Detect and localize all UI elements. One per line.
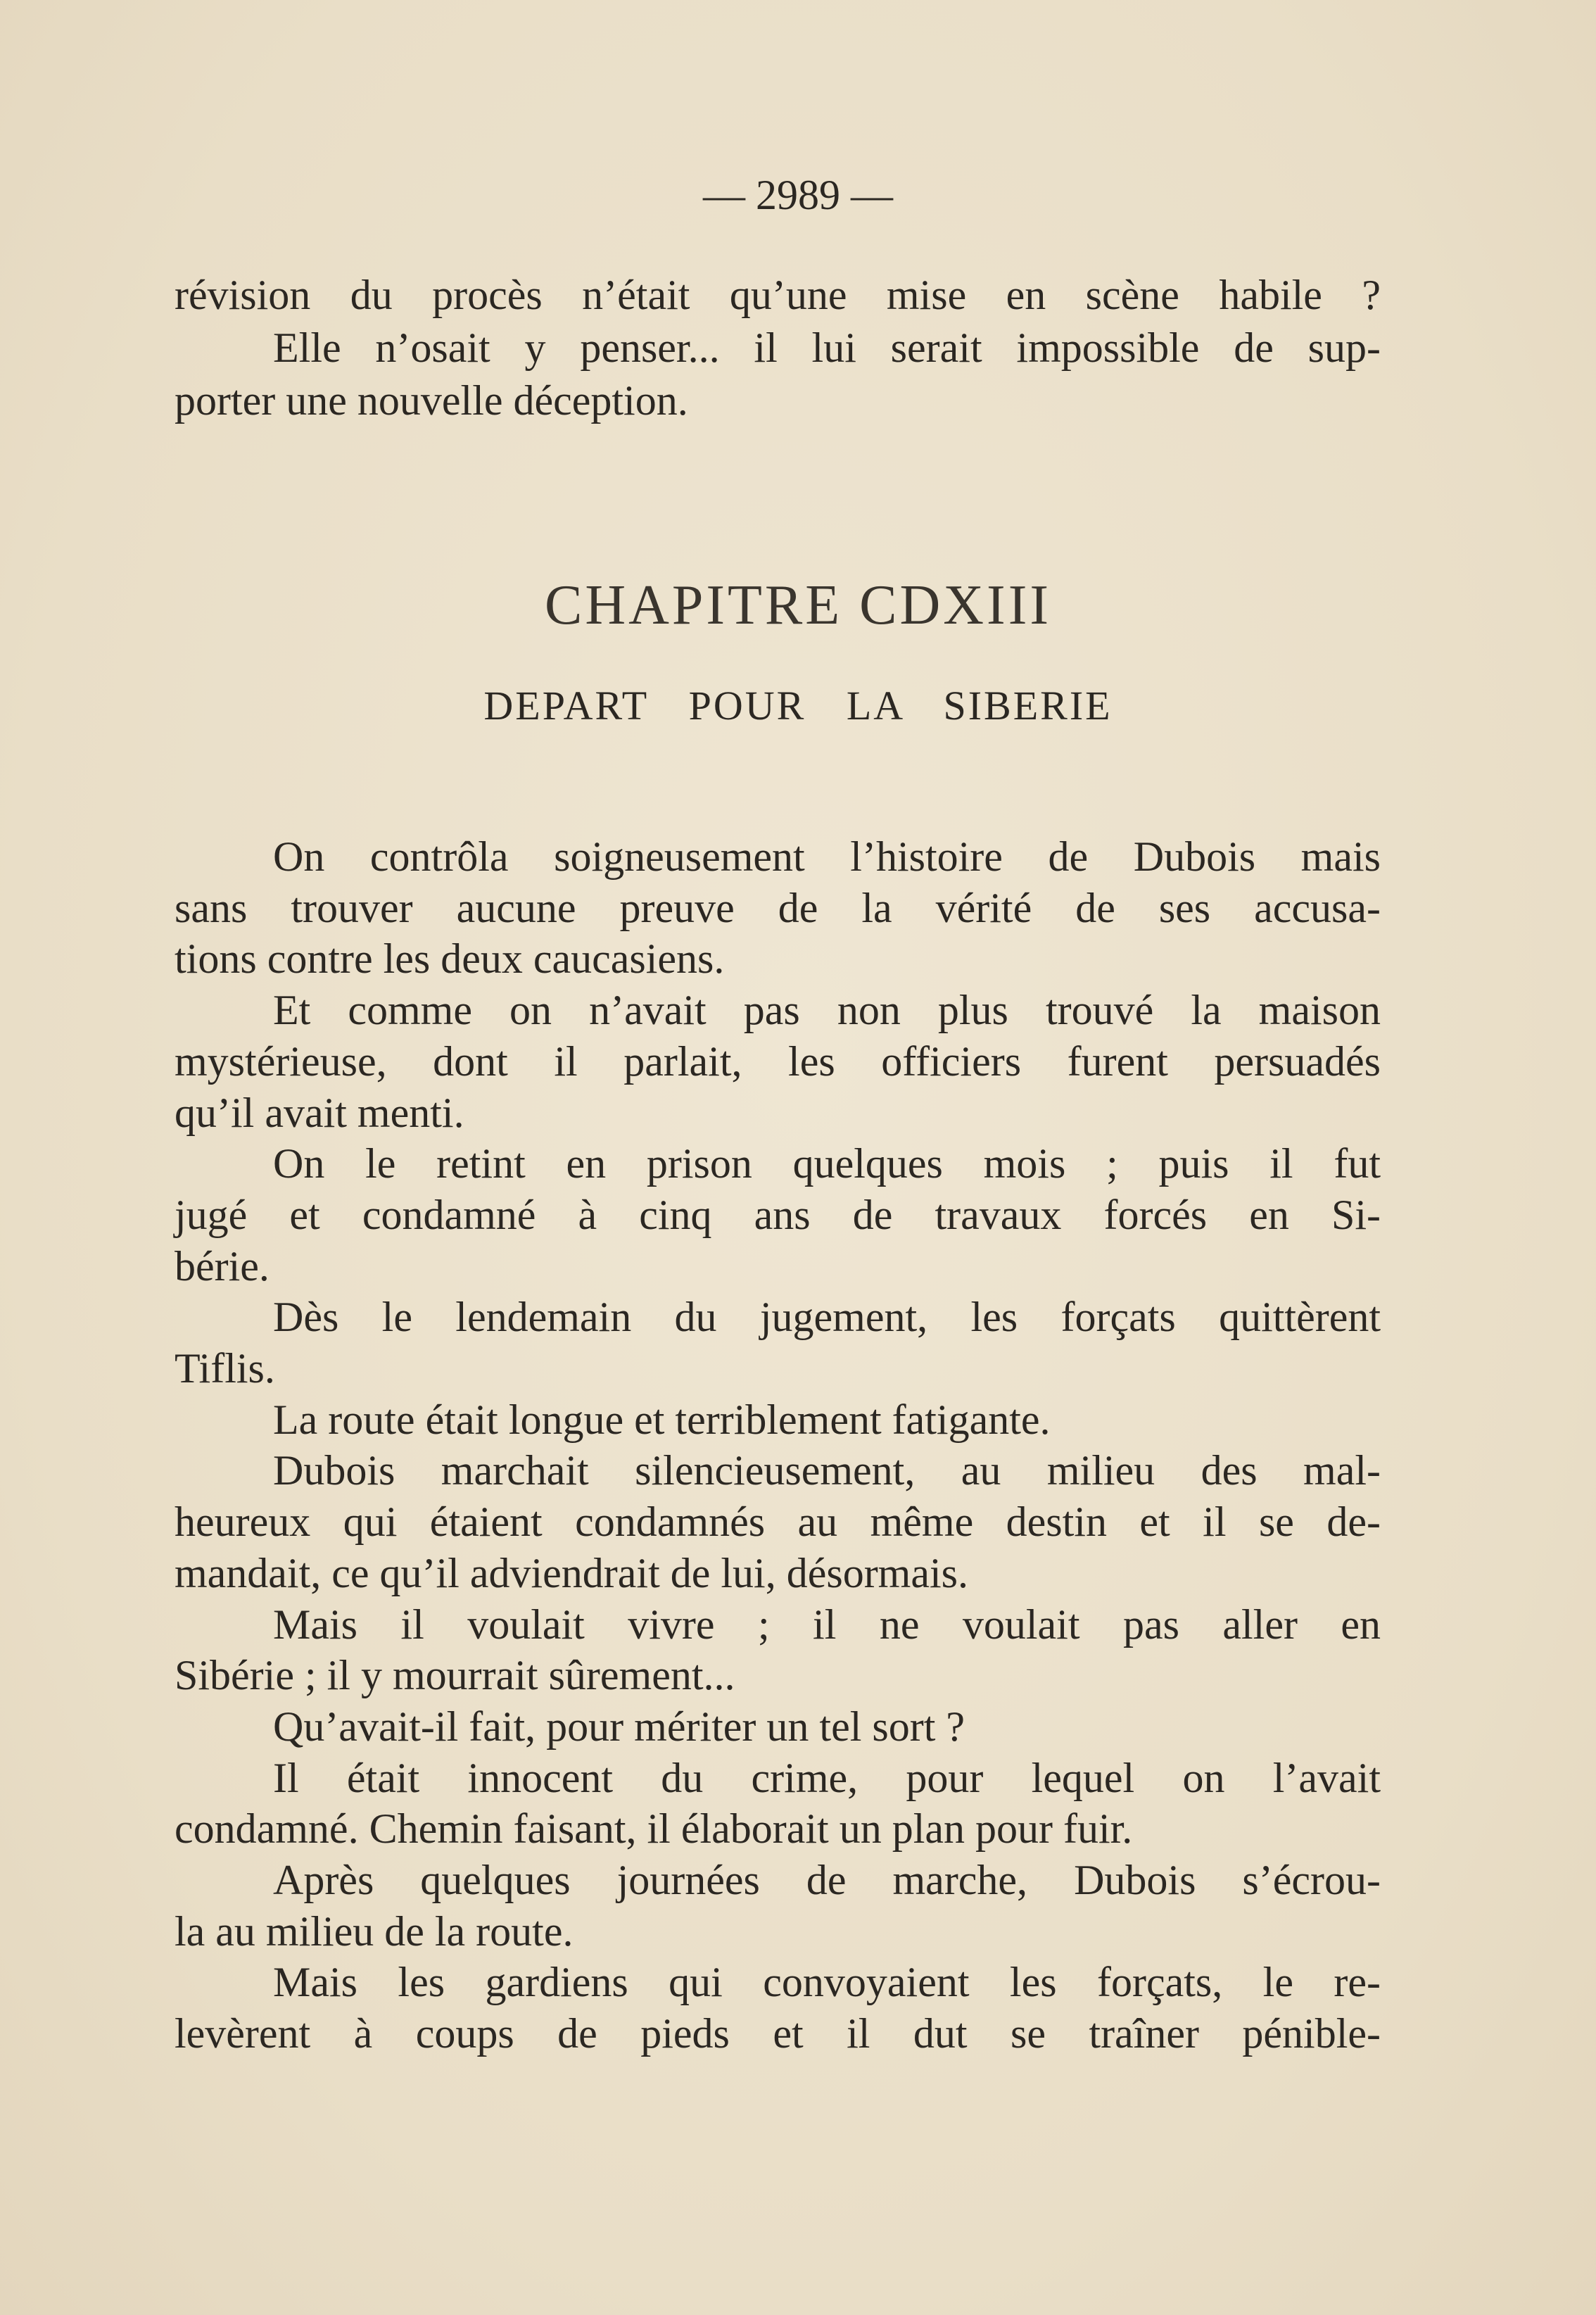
paragraph <box>175 1445 1381 1598</box>
text-line: la au milieu de la route. <box>175 1907 574 1955</box>
text-line: Mais il voulait vivre ; il ne voulait pas aller en <box>273 1601 1381 1648</box>
paragraph <box>175 1753 1381 1855</box>
text-line: Elle n’osait y penser... il lui serait impossible de sup- <box>273 324 1381 371</box>
paragraph <box>175 1957 1381 2059</box>
text-line: révision du procès n’était qu’une mise en scène habile ? <box>175 272 1381 318</box>
text-line: bérie. <box>175 1242 270 1289</box>
text-line: La route était longue et terriblement fatigante. <box>273 1396 1051 1443</box>
paragraph <box>175 1599 1381 1701</box>
text-line: sans trouver aucune preuve de la vérité de ses accusa- <box>175 884 1381 931</box>
text-line: On le retint en prison quelques mois ; puis il fut <box>273 1140 1381 1187</box>
text-line: Il était innocent du crime, pour lequel on l’avait <box>273 1754 1381 1801</box>
text-line: heureux qui étaient condamnés au même destin et il se de- <box>175 1499 1381 1546</box>
chapter-body <box>175 831 1381 2059</box>
text-line: Tiflis. <box>175 1345 275 1392</box>
text-line: Sibérie ; il y mourrait sûrement... <box>175 1652 735 1699</box>
text-line: mystérieuse, dont il parlait, les officiers furent persuadés <box>175 1037 1381 1085</box>
text-line: Après quelques journées de marche, Dubois s’écrou- <box>273 1857 1381 1904</box>
paragraph <box>175 1394 1381 1446</box>
text-line: Mais les gardiens qui convoyaient les forçats, le re- <box>273 1959 1381 2006</box>
text-line: Dès le lendemain du jugement, les forçats quittèrent <box>273 1294 1381 1341</box>
text-line: Et comme on n’avait pas non plus trouvé la maison <box>273 987 1381 1034</box>
text-line: mandait, ce qu’il adviendrait de lui, désormais. <box>175 1549 968 1596</box>
chapter-subtitle: DEPART POUR LA SIBERIE <box>483 683 1113 728</box>
paragraph <box>175 1855 1381 1957</box>
text-line: porter une nouvelle déception. <box>175 377 688 424</box>
text-line: tions contre les deux caucasiens. <box>175 935 725 983</box>
paragraph <box>175 985 1381 1138</box>
paragraph <box>175 322 1381 427</box>
text-line: condamné. Chemin faisant, il élaborait un plan pour fuir. <box>175 1805 1133 1853</box>
paragraph <box>175 269 1381 322</box>
continued-text <box>175 269 1381 427</box>
paragraph <box>175 1292 1381 1394</box>
paragraph <box>175 1138 1381 1292</box>
chapter-title: CHAPITRE CDXIII <box>545 574 1051 636</box>
text-line: jugé et condamné à cinq ans de travaux forcés en Si- <box>175 1191 1381 1238</box>
text-line: Qu’avait-il fait, pour mériter un tel sort ? <box>273 1703 965 1750</box>
text-line: qu’il avait menti. <box>175 1089 464 1136</box>
text-line: levèrent à coups de pieds et il dut se traîner pénible- <box>175 2010 1381 2057</box>
page-number: — 2989 — <box>703 172 893 218</box>
text-line: Dubois marchait silencieusement, au milieu des mal- <box>273 1447 1381 1494</box>
paragraph <box>175 831 1381 985</box>
paragraph <box>175 1701 1381 1753</box>
text-line: On contrôla soigneusement l’histoire de Dubois mais <box>273 833 1381 880</box>
